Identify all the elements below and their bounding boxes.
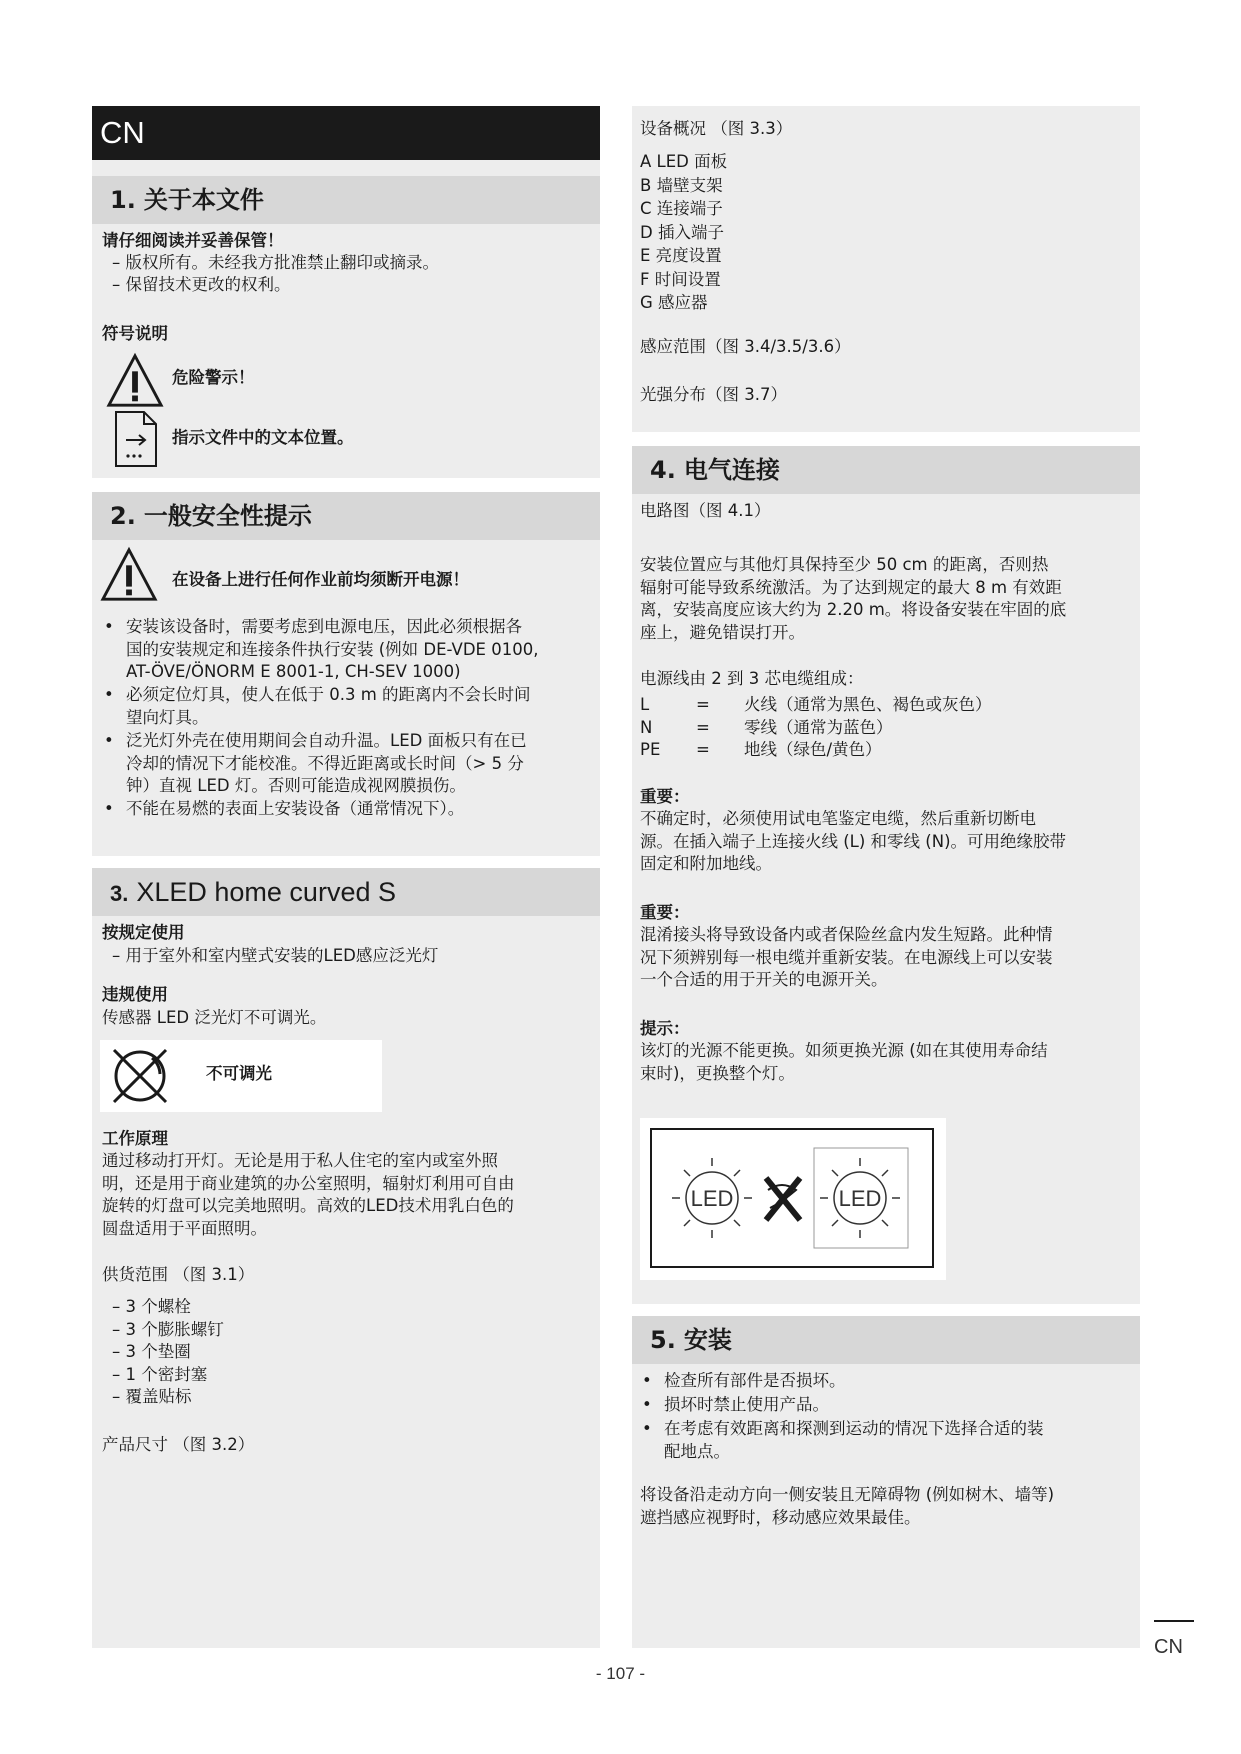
section1-heading — [92, 176, 600, 224]
install-position-text: 安装位置应与其他灯具保持至少 50 cm 的距离，否则热 辐射可能导致系统激活。为了达到规定的最大 8 m 有效距 离，安装高度应该大约为 2.20 m。将设备安装在牢固的底 座上，避免错误打开。 — [640, 555, 1067, 642]
supply-item: – 3 个垫圈 — [112, 1342, 191, 1361]
important-text-2: 混淆接头将导致设备内或者保险丝盒内发生短路。此种情 况下须辨别每一根电缆并重新安装。在电源线上可以安装 一个合适的用于开关的电源开关。 — [640, 925, 1053, 989]
reference-label: 指示文件中的文本位置。 — [172, 428, 354, 447]
no-dimming-icon — [108, 1046, 172, 1106]
hint-heading: 提示： — [640, 1019, 690, 1038]
disconnect-power-warning: 在设备上进行任何作业前均须断开电源！ — [172, 570, 469, 589]
supply-list — [112, 1296, 224, 1409]
intended-use-text: – 用于室外和室内壁式安装的LED感应泛光灯 — [112, 946, 439, 965]
no-dim-label: 不可调光 — [206, 1064, 272, 1083]
document-reference-icon — [112, 410, 160, 468]
overview-item: E 亮度设置 — [640, 246, 722, 265]
section4-title: 电气连接 — [683, 456, 780, 484]
dimensions-heading: 产品尺寸 （图 3.2） — [102, 1435, 255, 1454]
no-dim-box — [100, 1040, 382, 1112]
supply-item: – 3 个螺栓 — [112, 1297, 191, 1316]
section5-panel — [632, 1316, 1140, 1648]
section2-heading — [92, 492, 600, 540]
detection-range: 感应范围（图 3.4/3.5/3.6） — [640, 337, 851, 356]
danger-warning-icon — [106, 352, 164, 410]
cable-row: N = 零线（通常为蓝色） — [640, 717, 893, 737]
section5-title: 安装 — [683, 1326, 732, 1354]
section4-number: 4. — [650, 456, 676, 484]
install-bullet-1: • 检查所有部件是否损坏。 — [634, 1370, 1134, 1393]
led-illustration — [640, 1118, 946, 1280]
led-label-left: LED — [690, 1186, 734, 1211]
overview-heading: 设备概况 （图 3.3） — [640, 119, 793, 138]
safety-bullet-4: • 不能在易燃的表面上安装设备（通常情况下）。 — [96, 798, 600, 821]
supply-item: – 覆盖贴标 — [112, 1387, 192, 1406]
principle-heading: 工作原理 — [102, 1129, 168, 1148]
principle-text: 通过移动打开灯。无论是用于私人住宅的室内或室外照 明，还是用于商业建筑的办公室照明，辐射灯利用可自由 旋转的灯盘可以完美地照明。高效的LED技术用乳白色的 圆盘适用于平面照明。 — [102, 1151, 515, 1238]
overview-list — [640, 150, 727, 315]
safety-bullet-3: • 泛光灯外壳在使用期间会自动升温。LED 面板只有在已 冷却的情况下才能校准。不得近距离或长时间（> 5 分 钟）直视 LED 灯。否则可能造成视网膜损伤。 — [96, 730, 600, 798]
light-distribution: 光强分布（图 3.7） — [640, 385, 787, 404]
overview-item: G 感应器 — [640, 293, 708, 312]
read-item-1: – 版权所有。未经我方批准禁止翻印或摘录。 — [112, 253, 439, 272]
supply-heading: 供货范围 （图 3.1） — [102, 1265, 255, 1284]
section3-title: XLED home curved S — [136, 877, 396, 907]
section3-heading — [92, 868, 600, 916]
overview-item: F 时间设置 — [640, 269, 721, 289]
danger-warning-icon-2 — [100, 546, 158, 604]
section2-number: 2. — [110, 502, 136, 530]
important-text-1: 不确定时，必须使用试电笔鉴定电缆，然后重新切断电 源。在插入端子上连接火线 (L) 和零线 (N)。可用绝缘胶带 固定和附加地线。 — [640, 809, 1067, 873]
cable-table — [640, 694, 992, 762]
section3-number: 3. — [110, 881, 129, 906]
led-not-replaceable-diagram — [650, 1128, 934, 1268]
supply-item: – 3 个膨胀螺钉 — [112, 1319, 224, 1339]
page-number: - 107 - — [595, 1664, 646, 1683]
section4-heading — [632, 446, 1140, 494]
circuit-diagram-ref: 电路图（图 4.1） — [640, 501, 771, 520]
overview-item: D 插入端子 — [640, 222, 724, 242]
overview-item: A LED 面板 — [640, 152, 728, 171]
cable-heading: 电源线由 2 到 3 芯电缆组成： — [640, 669, 864, 688]
symbols-heading: 符号说明 — [102, 324, 168, 343]
footer-lang: CN — [1154, 1636, 1183, 1658]
read-carefully-heading: 请仔细阅读并妥善保管！ — [102, 231, 284, 250]
overview-item: B 墙壁支架 — [640, 175, 723, 195]
danger-label: 危险警示！ — [172, 368, 255, 387]
read-item-2: – 保留技术更改的权利。 — [112, 275, 291, 294]
section2-title: 一般安全性提示 — [143, 502, 312, 530]
safety-bullet-2: • 必须定位灯具，使人在低于 0.3 m 的距离内不会长时间 望向灯具。 — [96, 684, 600, 729]
section1-title: 关于本文件 — [143, 186, 264, 214]
section5-number: 5. — [650, 1326, 676, 1354]
section3-panel — [92, 868, 600, 1648]
misuse-text: 传感器 LED 泛光灯不可调光。 — [102, 1008, 327, 1027]
hint-text: 该灯的光源不能更换。如须更换光源 (如在其使用寿命结 束时)，更换整个灯。 — [640, 1041, 1048, 1083]
safety-bullet-1: • 安装该设备时，需要考虑到电源电压，因此必须根据各 国的安装规定和连接条件执行安装 (例如 DE-VDE 0100, AT-ÖVE/ÖNORM E 8001-1, CH-SEV 1000) — [96, 616, 600, 684]
led-label-right: LED — [838, 1186, 882, 1211]
supply-item: – 1 个密封塞 — [112, 1364, 208, 1384]
mounting-text: 将设备沿走动方向一侧安装且无障碍物 (例如树木、墙等) 遮挡感应视野时，移动感应效果最佳。 — [640, 1485, 1055, 1527]
install-bullet-2: • 损坏时禁止使用产品。 — [634, 1394, 1134, 1417]
section1-number: 1. — [110, 186, 136, 214]
important-heading-2: 重要： — [640, 903, 690, 922]
no-replace-cross-icon — [766, 1178, 800, 1220]
cable-row: PE = 地线（绿色/黄色） — [640, 740, 882, 759]
intended-use-heading: 按规定使用 — [102, 923, 185, 942]
overview-item: C 连接端子 — [640, 199, 723, 218]
section5-heading — [632, 1316, 1140, 1364]
misuse-heading: 违规使用 — [102, 985, 168, 1004]
important-heading-1: 重要： — [640, 787, 690, 806]
cable-row: L = 火线（通常为黑色、褐色或灰色） — [640, 695, 992, 714]
footer-rule — [1154, 1620, 1194, 1622]
language-header: CN — [92, 106, 600, 160]
install-bullet-3: • 在考虑有效距离和探测到运动的情况下选择合适的装 配地点。 — [634, 1418, 1134, 1463]
